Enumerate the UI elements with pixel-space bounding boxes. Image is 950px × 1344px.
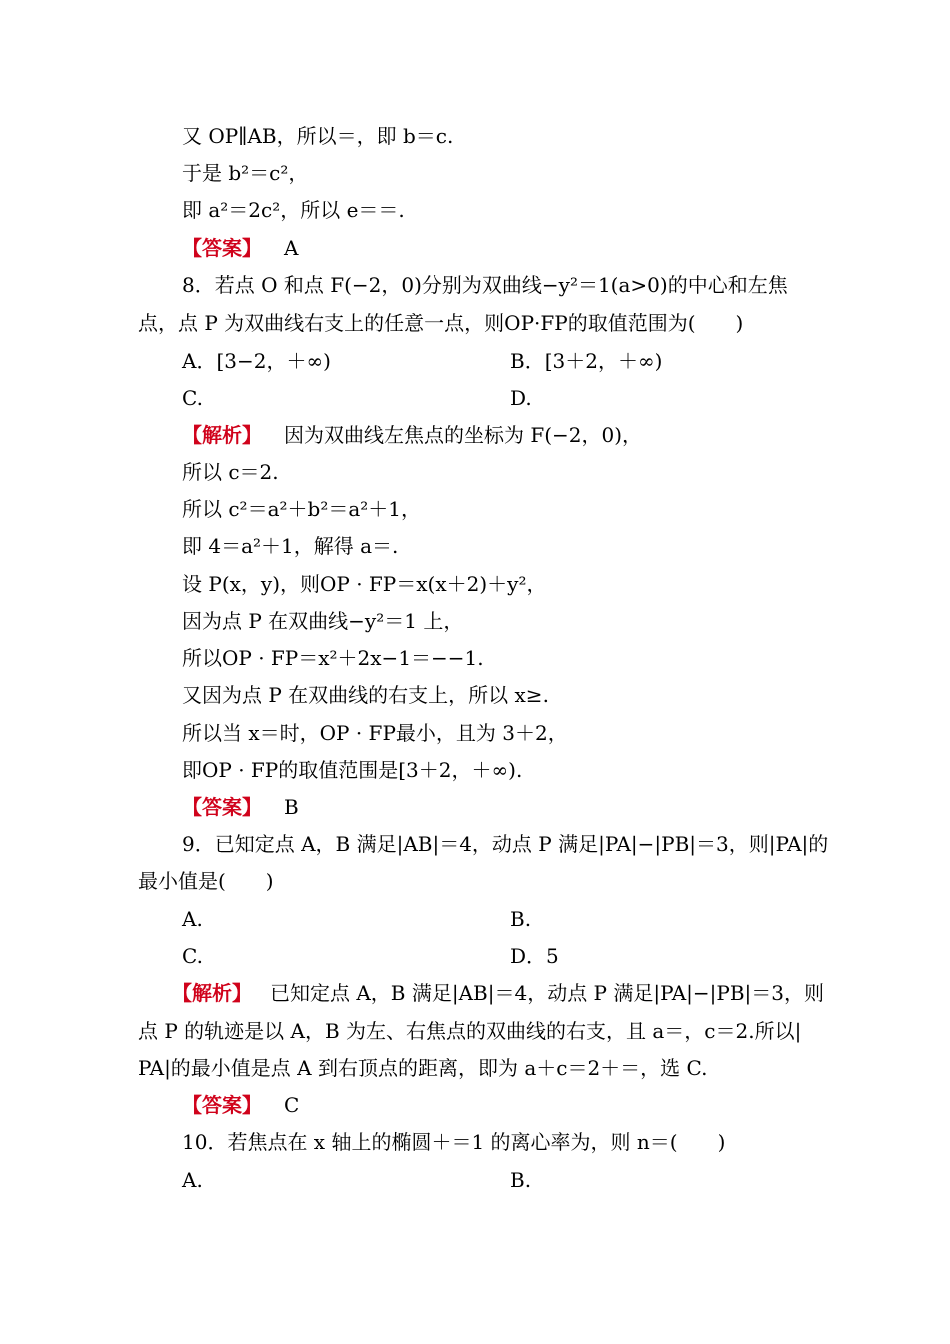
q9-option-a: A. [182,907,203,931]
q8-stem-line: 点，点 P 为双曲线右支上的任意一点，则OP·FP的取值范围为( ) [138,311,744,335]
q8-stem-line: 8．若点 O 和点 F(−2，0)分别为双曲线−y²＝1(a>0)的中心和左焦 [182,273,788,297]
q8-option-d: D. [510,386,532,410]
solution-tag: 【解析】 [182,423,262,447]
answer-tag: 【答案】 [182,795,262,819]
answer-value: C [284,1093,300,1117]
answer-tag: 【答案】 [182,1093,262,1117]
q8-solution-head [182,420,642,450]
q9-answer [182,1090,299,1120]
q8-solution-line: 所以OP · FP＝x²＋2x−1＝−−1. [182,646,484,670]
q10-stem-line: 10．若焦点在 x 轴上的椭圆＋＝1 的离心率为，则 n＝( ) [182,1130,726,1154]
q8-option-a: A．[3−2，＋∞) [182,349,331,373]
answer-tag: 【答案】 [182,236,262,260]
q8-solution-line: 所以 c＝2. [182,460,279,484]
q8-solution-line: 设 P(x，y)，则OP · FP＝x(x＋2)＋y²， [182,572,547,596]
q8-solution-line: 又因为点 P 在双曲线的右支上，所以 x≥. [182,683,549,707]
answer-value: B [284,795,299,819]
solution-text: 因为双曲线左焦点的坐标为 F(−2，0)， [284,423,643,447]
q8-solution-line: 即 4＝a²＋1，解得 a＝. [182,534,399,558]
q8-solution-line: 所以 c²＝a²＋b²＝a²＋1， [182,497,422,521]
solution-text: 已知定点 A，B 满足|AB|＝4，动点 P 满足|PA|−|PB|＝3，则 [270,981,825,1005]
q9-stem-line: 9．已知定点 A，B 满足|AB|＝4，动点 P 满足|PA|−|PB|＝3，则|PA|的 [182,832,829,856]
q8-option-c: C. [182,386,203,410]
q10-option-b: B. [510,1168,532,1192]
q7-answer [182,233,298,263]
q7-solution-line: 于是 b²＝c²， [182,161,309,185]
q10-option-a: A. [182,1168,203,1192]
q7-solution-line: 又 OP∥AB，所以＝，即 b＝c. [182,124,454,148]
q9-solution-head [172,978,824,1008]
q9-option-c: C. [182,944,203,968]
q8-solution-line: 即OP · FP的取值范围是[3＋2，＋∞). [182,758,523,782]
q8-solution-line: 所以当 x＝时，OP · FP最小，且为 3＋2， [182,721,568,745]
q7-solution-line: 即 a²＝2c²，所以 e＝＝. [182,198,405,222]
q9-stem-line: 最小值是( ) [138,869,274,893]
q9-option-d: D．5 [510,944,559,968]
q9-option-b: B. [510,907,532,931]
q8-option-b: B．[3＋2，＋∞) [510,349,663,373]
answer-value: A [284,236,299,260]
solution-tag: 【解析】 [172,981,252,1005]
q8-answer [182,792,299,822]
q8-solution-line: 因为点 P 在双曲线−y²＝1 上， [182,609,464,633]
q9-solution-line: 点 P 的轨迹是以 A，B 为左、右焦点的双曲线的右支，且 a＝，c＝2.所以| [138,1019,802,1043]
q9-solution-line: PA|的最小值是点 A 到右顶点的距离，即为 a＋c＝2＋＝，选 C. [138,1056,708,1080]
